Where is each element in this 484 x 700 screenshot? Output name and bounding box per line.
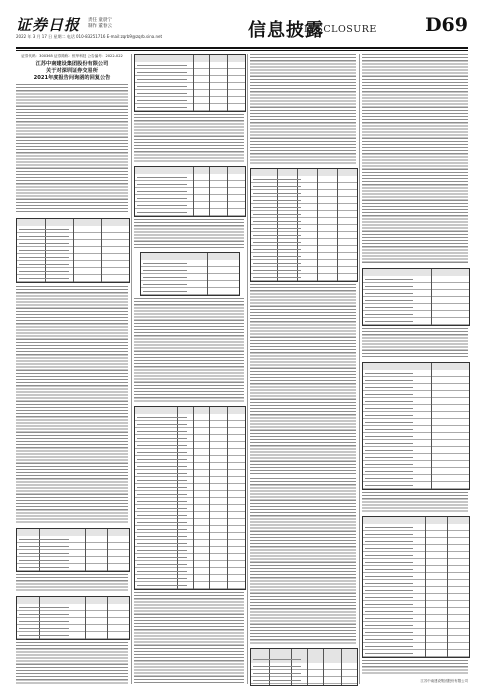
body-text-block <box>134 219 244 249</box>
table-cell-text <box>137 107 187 108</box>
table-cell-text <box>365 300 413 301</box>
table-header <box>363 269 469 276</box>
table-cell-text <box>253 249 301 250</box>
table-cell-text <box>137 543 187 544</box>
table-cell-text <box>137 212 187 213</box>
table-cell-text <box>365 590 413 591</box>
date-line: 2022 年 3 月 17 日 星期二 电话 010-83251716 E-mail:zqrb9@zqrb.sina.net <box>16 34 163 39</box>
table-header <box>363 363 469 370</box>
table-cell-text <box>19 271 69 272</box>
data-table <box>16 528 130 572</box>
table-cell-text <box>143 263 187 264</box>
table-cell-text <box>365 380 413 381</box>
notice-title-line-1: 关于对深圳证券交易所 <box>46 68 98 74</box>
table-cell-text <box>137 501 187 502</box>
table-cell-text <box>365 464 413 465</box>
table-cell-text <box>365 408 413 409</box>
table-cell-text <box>137 177 187 178</box>
masthead-rule-thin <box>16 50 468 51</box>
table-cell-text <box>137 93 187 94</box>
table-cell-text <box>365 457 413 458</box>
table-cell-text <box>137 522 187 523</box>
data-table <box>16 218 130 283</box>
data-table <box>16 596 130 640</box>
table-cell-text <box>365 534 413 535</box>
table-cell-text <box>19 567 69 568</box>
announcement-header <box>16 54 128 82</box>
table-cell-text <box>137 571 187 572</box>
table-header <box>141 253 239 260</box>
table-cell-text <box>365 569 413 570</box>
table-cell-text <box>253 680 301 681</box>
table-cell-text <box>365 576 413 577</box>
table-cell-text <box>365 597 413 598</box>
table-cell-text <box>365 401 413 402</box>
table-cell-text <box>365 443 413 444</box>
column-3 <box>250 54 356 684</box>
data-table <box>140 252 240 296</box>
table-cell-text <box>365 625 413 626</box>
table-cell-text <box>137 431 187 432</box>
column-divider <box>359 54 360 684</box>
masthead <box>16 14 468 46</box>
body-text-block <box>16 286 128 524</box>
company-name: 江苏中南建设集团股份有限公司 <box>35 61 109 67</box>
table-cell-text <box>137 578 187 579</box>
table-cell-text <box>253 179 301 180</box>
data-table <box>250 168 358 282</box>
table-cell-text <box>19 257 69 258</box>
table-cell-text <box>253 263 301 264</box>
table-header <box>363 517 469 524</box>
table-cell-text <box>137 205 187 206</box>
table-cell-text <box>365 450 413 451</box>
table-cell-text <box>137 417 187 418</box>
table-cell-text <box>137 198 187 199</box>
table-header <box>251 169 357 176</box>
table-cell-text <box>19 621 69 622</box>
column-1 <box>16 54 128 684</box>
table-cell-text <box>137 564 187 565</box>
table-cell-text <box>365 485 413 486</box>
table-header <box>17 529 129 536</box>
table-cell-text <box>365 373 413 374</box>
table-cell-text <box>19 250 69 251</box>
body-text-block <box>16 84 128 214</box>
table-cell-text <box>19 539 69 540</box>
table-cell-text <box>365 632 413 633</box>
body-text-block <box>134 298 244 402</box>
table-cell-text <box>365 429 413 430</box>
table-cell-text <box>137 79 187 80</box>
table-cell-text <box>19 614 69 615</box>
table-cell-text <box>365 307 413 308</box>
table-cell-text <box>19 553 69 554</box>
table-cell-text <box>137 459 187 460</box>
table-cell-text <box>365 562 413 563</box>
table-cell-text <box>19 264 69 265</box>
table-cell-text <box>365 639 413 640</box>
table-cell-text <box>137 585 187 586</box>
table-cell-text <box>253 186 301 187</box>
table-cell-text <box>137 445 187 446</box>
table-cell-text <box>365 618 413 619</box>
table-cell-text <box>365 646 413 647</box>
body-text-block <box>134 592 244 684</box>
table-cell-text <box>137 72 187 73</box>
table-cell-text <box>365 611 413 612</box>
table-cell-text <box>137 529 187 530</box>
column-2 <box>134 54 244 684</box>
table-cell-text <box>19 628 69 629</box>
table-header <box>17 597 129 604</box>
table-cell-text <box>19 560 69 561</box>
table-cell-text <box>137 480 187 481</box>
table-cell-text <box>253 214 301 215</box>
table-cell-text <box>365 286 413 287</box>
table-header <box>135 167 245 174</box>
body-text-block <box>16 574 128 592</box>
table-cell-text <box>365 422 413 423</box>
table-cell-text <box>253 256 301 257</box>
table-cell-text <box>137 536 187 537</box>
table-cell-text <box>137 191 187 192</box>
table-cell-text <box>253 666 301 667</box>
table-cell-text <box>365 555 413 556</box>
table-cell-text <box>365 394 413 395</box>
table-cell-text <box>253 242 301 243</box>
table-cell-text <box>365 583 413 584</box>
table-cell-text <box>137 515 187 516</box>
table-cell-text <box>19 243 69 244</box>
body-text-block <box>250 284 356 474</box>
table-cell-text <box>253 270 301 271</box>
table-cell-text <box>19 278 69 279</box>
table-cell-text <box>365 314 413 315</box>
table-cell-text <box>365 653 413 654</box>
editor-credit <box>88 18 112 30</box>
table-cell-text <box>365 436 413 437</box>
table-cell-text <box>137 86 187 87</box>
table-header <box>135 55 245 62</box>
table-cell-text <box>143 270 187 271</box>
data-table <box>362 516 470 658</box>
body-text-block <box>362 492 468 512</box>
table-cell-text <box>253 221 301 222</box>
table-cell-text <box>143 291 187 292</box>
body-text-block <box>250 478 356 644</box>
table-cell-text <box>365 527 413 528</box>
newspaper-logo: 证券日报 <box>16 16 81 34</box>
body-text-block <box>250 54 356 164</box>
table-cell-text <box>19 546 69 547</box>
stock-code-line: 证券代码：300365 证券简称：恒华科技 公告编号：2022-022 <box>21 54 123 58</box>
table-cell-text <box>137 494 187 495</box>
table-cell-text <box>365 541 413 542</box>
column-4 <box>362 54 468 684</box>
editor-name: 责任 童晨宁 <box>88 18 112 23</box>
table-cell-text <box>365 548 413 549</box>
page-number: D69 <box>425 14 468 36</box>
table-cell-text <box>137 424 187 425</box>
table-cell-text <box>365 471 413 472</box>
data-table <box>362 362 470 490</box>
table-cell-text <box>137 473 187 474</box>
table-cell-text <box>137 487 187 488</box>
footer-note: 江苏中南建设集团股份有限公司 <box>420 679 468 683</box>
table-cell-text <box>253 277 301 278</box>
data-table <box>250 648 358 686</box>
table-cell-text <box>137 550 187 551</box>
data-table <box>134 54 246 112</box>
table-cell-text <box>253 659 301 660</box>
body-text-block <box>16 642 128 684</box>
table-cell-text <box>137 466 187 467</box>
notice-title-line-2: 2021年度报告问询函的回复公告 <box>33 75 111 81</box>
table-cell-text <box>137 438 187 439</box>
column-divider <box>131 54 132 684</box>
table-cell-text <box>137 184 187 185</box>
table-cell-text <box>253 207 301 208</box>
table-cell-text <box>19 635 69 636</box>
table-cell-text <box>365 478 413 479</box>
table-cell-text <box>137 65 187 66</box>
table-cell-text <box>137 100 187 101</box>
table-cell-text <box>19 229 69 230</box>
table-cell-text <box>365 604 413 605</box>
table-cell-text <box>365 415 413 416</box>
table-cell-text <box>365 321 413 322</box>
table-cell-text <box>143 284 187 285</box>
table-cell-text <box>137 452 187 453</box>
body-text-block <box>362 328 468 358</box>
column-divider <box>247 54 248 684</box>
table-cell-text <box>253 235 301 236</box>
table-cell-text <box>253 673 301 674</box>
data-table <box>134 166 246 217</box>
section-english-title: DISCLOSURE <box>304 24 377 35</box>
body-text-block <box>362 660 468 674</box>
body-text-block <box>362 54 468 264</box>
table-cell-text <box>365 279 413 280</box>
table-cell-text <box>137 508 187 509</box>
table-cell-text <box>19 607 69 608</box>
table-cell-text <box>365 387 413 388</box>
data-table <box>362 268 470 326</box>
table-cell-text <box>253 228 301 229</box>
table-cell-text <box>253 200 301 201</box>
data-table <box>134 406 246 590</box>
masthead-rule <box>16 47 468 49</box>
table-cell-text <box>137 557 187 558</box>
table-cell-text <box>365 293 413 294</box>
section-title: 信息披露 <box>248 20 324 41</box>
production-credit: 制作 董春云 <box>88 24 112 29</box>
table-cell-text <box>253 193 301 194</box>
table-header <box>135 407 245 414</box>
table-cell-text <box>19 236 69 237</box>
table-cell-text <box>143 277 187 278</box>
body-text-block <box>134 114 244 162</box>
